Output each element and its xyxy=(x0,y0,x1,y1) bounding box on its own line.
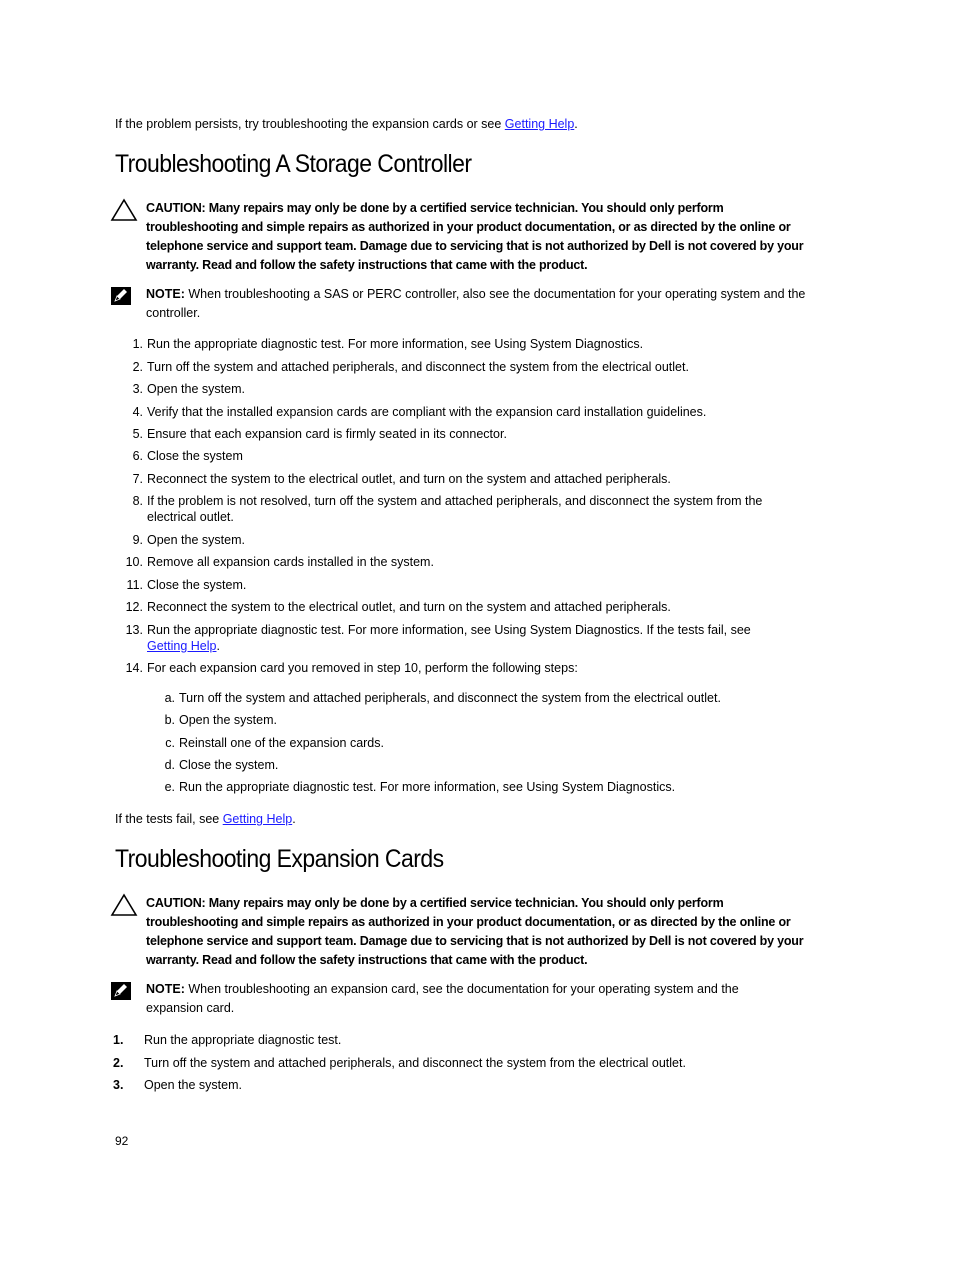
closing-text: If the tests fail, see xyxy=(115,812,223,826)
list-item: 12. Reconnect the system to the electrical outlet, and turn on the system and attached peripherals. xyxy=(125,600,671,614)
list-item: d. Close the system. xyxy=(164,758,279,772)
list-item: 14. For each expansion card you removed in step 10, perform the following steps: xyxy=(125,661,578,675)
list-item: 6. Close the system xyxy=(132,449,243,463)
list-item: 13. Run the appropriate diagnostic test. For more information, see Using System Diagnostics. If the tests fail, see Getting Help. xyxy=(125,623,751,653)
closing-text-end: . xyxy=(292,812,296,826)
note-text: When troubleshooting a SAS or PERC controller, also see the documentation for your operating system and the controller. xyxy=(146,287,806,320)
getting-help-link[interactable]: Getting Help xyxy=(504,117,575,131)
section-title-storage-controller: Troubleshooting A Storage Controller xyxy=(115,150,472,178)
list-item: 10. Remove all expansion cards installed in the system. xyxy=(125,555,434,569)
note-paragraph xyxy=(146,980,776,1018)
intro-text-end: . xyxy=(574,117,578,131)
list-item: 3. Open the system. xyxy=(132,382,245,396)
list-item: b. Open the system. xyxy=(164,713,277,727)
list-item: 1. Run the appropriate diagnostic test. For more information, see Using System Diagnostics. xyxy=(132,337,644,351)
list-item: 3. Open the system. xyxy=(113,1078,242,1092)
note-text: When troubleshooting an expansion card, see the documentation for your operating system and the expansion card. xyxy=(146,982,739,1015)
note-label: NOTE: xyxy=(146,287,185,301)
list-item: a. Turn off the system and attached peripherals, and disconnect the system from the electrical outlet. xyxy=(164,691,721,705)
list-item: 5. Ensure that each expansion card is firmly seated in its connector. xyxy=(132,427,507,441)
getting-help-link[interactable]: Getting Help xyxy=(222,812,293,826)
list-item: e. Run the appropriate diagnostic test. For more information, see Using System Diagnostics. xyxy=(164,780,676,794)
list-item: 1. Run the appropriate diagnostic test. xyxy=(113,1033,342,1047)
note-paragraph xyxy=(146,285,811,323)
note-pencil-icon xyxy=(110,286,132,306)
intro-paragraph xyxy=(115,116,815,133)
caution-text: CAUTION: Many repairs may only be done by a certified service technician. You should only perform troubleshooting and simple repairs as authorized in your product documentation, or as directed by the online or telephone service and support team. Damage due to servicing that is not authorized by Dell is not covered by your warranty. Read and follow the safety instructions that came with the product. xyxy=(146,201,804,272)
section-title-expansion-cards: Troubleshooting Expansion Cards xyxy=(115,845,444,873)
list-item: c. Reinstall one of the expansion cards. xyxy=(165,736,384,750)
closing-paragraph xyxy=(115,811,296,828)
caution-icon xyxy=(110,198,138,222)
note-pencil-icon xyxy=(110,981,132,1001)
list-item: 2. Turn off the system and attached peripherals, and disconnect the system from the electrical outlet. xyxy=(113,1056,686,1070)
list-item: 2. Turn off the system and attached peripherals, and disconnect the system from the electrical outlet. xyxy=(132,360,689,374)
note-label: NOTE: xyxy=(146,982,185,996)
list-item: 7. Reconnect the system to the electrical outlet, and turn on the system and attached peripherals. xyxy=(132,472,671,486)
caution-text: CAUTION: Many repairs may only be done by a certified service technician. You should only perform troubleshooting and simple repairs as authorized in your product documentation, or as directed by the online or telephone service and support team. Damage due to servicing that is not authorized by Dell is not covered by your warranty. Read and follow the safety instructions that came with the product. xyxy=(146,896,804,967)
caution-icon xyxy=(110,893,138,917)
list-item: 9. Open the system. xyxy=(132,533,245,547)
list-item: 8. If the problem is not resolved, turn off the system and attached peripherals, and disconnect the system from the electrical outlet. xyxy=(132,494,763,524)
getting-help-link[interactable]: Getting Help xyxy=(147,639,217,653)
list-item: 4. Verify that the installed expansion cards are compliant with the expansion card installation guidelines. xyxy=(132,405,707,419)
intro-text: If the problem persists, try troubleshooting the expansion cards or see xyxy=(115,117,505,131)
list-item: 11. Close the system. xyxy=(126,578,247,592)
page-number: 92 xyxy=(115,1134,129,1148)
